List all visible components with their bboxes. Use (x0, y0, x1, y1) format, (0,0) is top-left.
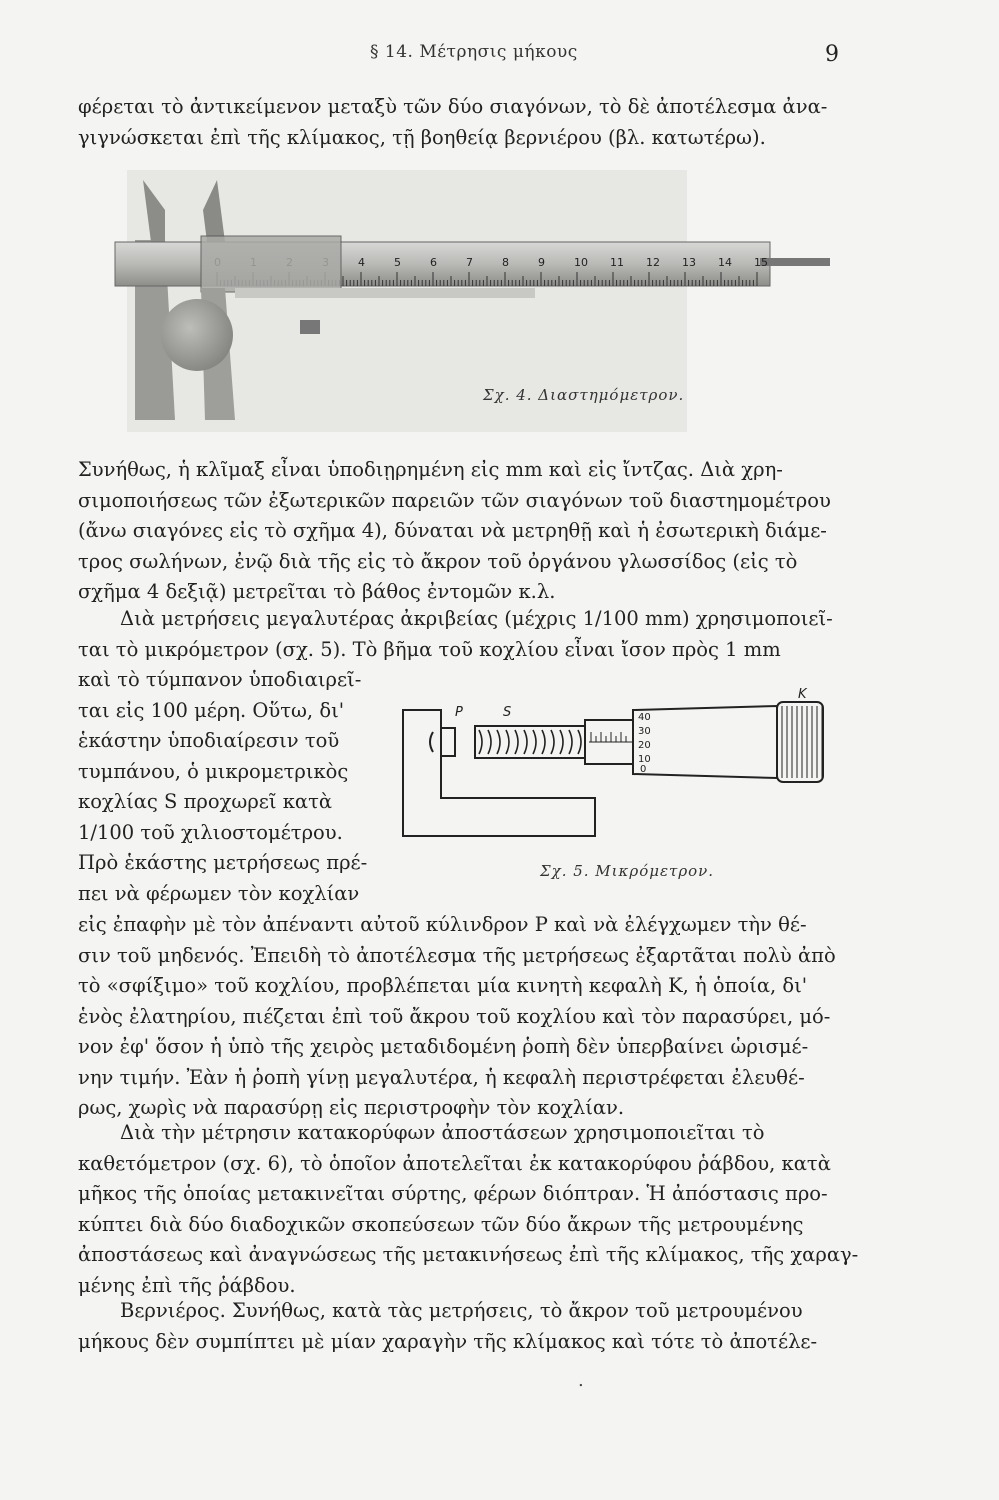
drum-scale-labels (638, 712, 651, 775)
paragraph-3-wrapped (78, 665, 368, 909)
scale-label: 9 (538, 256, 545, 269)
footer-mark: . (578, 1370, 584, 1391)
text-line: ἑνὸς ἐλατηρίου, πιέζεται ἐπὶ τοῦ ἄκρου τοῦ κοχλίου καὶ τὸν παρασύρει, μό- (78, 1004, 831, 1028)
anvil-p (441, 728, 455, 756)
screw-thread (569, 730, 572, 754)
text-line: κοχλίας S προχωρεῖ κατὰ (78, 790, 333, 813)
text-line: καθετόμετρον (σχ. 6), τὸ ὁποῖον ἀποτελεῖται ἐκ κατακορύφου ῥάβδου, κατὰ (78, 1151, 831, 1175)
text-line: νην τιμήν. Ἐὰν ἡ ῥοπὴ γίνῃ μεγαλυτέρα, ἡ κεφαλὴ περιστρέφεται ἐλευθέ- (78, 1065, 805, 1089)
paragraph-3-rest (78, 910, 850, 1124)
figure-5-micrometer (385, 688, 845, 888)
drum-mark: 10 (638, 754, 651, 765)
micrometer-illustration (385, 688, 845, 888)
scale-label: 11 (610, 256, 624, 269)
scale-label: 12 (646, 256, 660, 269)
screw-thread (479, 730, 482, 754)
drum-mark: 40 (638, 712, 651, 723)
screw-thread (551, 730, 554, 754)
drum-mark: 0 (640, 764, 647, 775)
screw-thread (560, 730, 563, 754)
micrometer-frame (403, 710, 595, 836)
screw-thread (524, 730, 527, 754)
thumb-screw (300, 320, 320, 334)
text-line: ἀποστάσεως καὶ ἀναγνώσεως τῆς μετακινήσεως ἐπὶ τῆς κλίμακος, τῆς χαραγ- (78, 1243, 859, 1266)
text-line: Διὰ τὴν μέτρησιν κατακορύφων ἀποστάσεων χρησιμοποιεῖται τὸ (120, 1121, 765, 1144)
text-line: τυμπάνου, ὁ μικρομετρικὸς (78, 759, 349, 783)
text-line: Πρὸ ἑκάστης μετρήσεως πρέ- (78, 851, 368, 874)
caliper-illustration (105, 170, 845, 440)
text-line: καὶ τὸ τύμπανον ὑποδιαιρεῖ- (78, 668, 362, 691)
scale-label: 8 (502, 256, 509, 269)
drum-mark: 30 (638, 726, 651, 737)
screw-thread (488, 730, 491, 754)
paragraph-4 (78, 1118, 859, 1301)
text-line: ται εἰς 100 μέρη. Οὕτω, δι' (78, 698, 345, 722)
text-line: μῆκος τῆς ὁποίας μετακινεῖται σύρτης, φέρων διόπτραν. Ἡ ἀπόστασις προ- (78, 1182, 828, 1205)
paragraph-3-intro (78, 604, 850, 665)
text-line: εἰς ἐπαφὴν μὲ τὸν ἀπέναντι αὐτοῦ κύλινδρον P καὶ νὰ ἐλέγχωμεν τὴν θέ- (78, 913, 807, 936)
text-line: σχῆμα 4 δεξιᾷ) μετρεῖται τὸ βάθος ἐντομῶν κ.λ. (78, 580, 556, 603)
paragraph-1 (78, 92, 850, 153)
text-line: μένης ἐπὶ τῆς ῥάβδου. (78, 1273, 296, 1297)
scale-label: 6 (430, 256, 437, 269)
ratchet-head-k (777, 702, 823, 782)
screw-thread (533, 730, 536, 754)
text-line: νον ἐφ' ὅσον ἡ ὑπὸ τῆς χειρὸς μεταδιδομένη ῥοπὴ δὲν ὑπερβαίνει ὡρισμέ- (78, 1035, 809, 1058)
text-line: (ἄνω σιαγόνες εἰς τὸ σχῆμα 4), δύναται νὰ μετρηθῇ καὶ ἡ ἐσωτερικὴ διάμε- (78, 519, 827, 542)
scale-label: 14 (718, 256, 732, 269)
screw-thread (578, 730, 581, 754)
label-k: K (798, 688, 807, 702)
page-number: 9 (825, 42, 839, 67)
paragraph-2 (78, 455, 850, 608)
scale-label: 13 (682, 256, 696, 269)
figure-4-caption: Σχ. 4. Διαστημόμετρον. (483, 386, 685, 404)
scale-label: 10 (574, 256, 588, 269)
text-line: κύπτει διὰ δύο διαδοχικῶν σκοπεύσεων τῶν δύο ἄκρων τῆς μετρουμένης (78, 1212, 804, 1236)
drum-mark: 20 (638, 740, 651, 751)
text-line: ται τὸ μικρόμετρον (σχ. 5). Τὸ βῆμα τοῦ κοχλίου εἶναι ἴσον πρὸς 1 mm (78, 637, 781, 661)
label-p: P (455, 705, 463, 720)
screw-thread (497, 730, 500, 754)
screw-thread (515, 730, 518, 754)
scale-label: 15 (754, 256, 768, 269)
text-line: σιν τοῦ μηδενός. Ἐπειδὴ τὸ ἀποτέλεσμα τῆς μετρήσεως ἐξαρτᾶται πολὺ ἀπὸ (78, 943, 836, 967)
micrometer-outline (403, 702, 823, 836)
text-line: ρως, χωρὶς νὰ παρασύρῃ εἰς περιστροφὴν τὸν κοχλίαν. (78, 1096, 625, 1119)
paragraph-5 (78, 1296, 850, 1357)
text-line: σιμοποιήσεως τῶν ἐξωτερικῶν παρειῶν τῶν σιαγόνων τοῦ διαστημομέτρου (78, 488, 831, 512)
text-line: ἑκάστην ὑποδιαίρεσιν τοῦ (78, 729, 340, 752)
text-line: Συνήθως, ἡ κλῖμαξ εἶναι ὑποδιῃρημένη εἰς mm καὶ εἰς ἴντζας. Διὰ χρη- (78, 458, 783, 481)
depth-rod (760, 258, 830, 266)
figure-4-caliper (105, 170, 845, 440)
text-line: τρος σωλήνων, ἐνῷ διὰ τῆς εἰς τὸ ἄκρον τοῦ ὀργάνου γλωσσίδος (εἰς τὸ (78, 549, 798, 573)
page-header (0, 42, 999, 72)
text-line: μήκους δὲν συμπίπτει μὲ μίαν χαραγὴν τῆς κλίμακος καὶ τότε τὸ ἀποτέλε- (78, 1329, 818, 1353)
text-line: γιγνώσκεται ἐπὶ τῆς κλίμακος, τῇ βοηθείᾳ βερνιέρου (βλ. κατωτέρω). (78, 125, 766, 149)
label-s: S (503, 705, 512, 720)
knurl-lines (782, 706, 822, 778)
running-title: § 14. Μέτρησις μήκους (370, 42, 578, 62)
text-line: 1/100 τοῦ χιλιοστομέτρου. (78, 820, 343, 844)
text-line: πει νὰ φέρωμεν τὸν κοχλίαν (78, 881, 360, 905)
figure-5-caption: Σχ. 5. Μικρόμετρον. (540, 862, 715, 880)
screw-thread (542, 730, 545, 754)
measured-disc (161, 299, 233, 371)
screw-s-threads (479, 730, 581, 754)
scale-label: 5 (394, 256, 401, 269)
text-line: Βερνιέρος. Συνήθως, κατὰ τὰς μετρήσεις, τὸ ἄκρον τοῦ μετρουμένου (120, 1299, 803, 1322)
scale-label: 4 (358, 256, 365, 269)
text-line: φέρεται τὸ ἀντικείμενον μεταξὺ τῶν δύο σιαγόνων, τὸ δὲ ἀποτέλεσμα ἀνα- (78, 95, 828, 118)
text-line: Διὰ μετρήσεις μεγαλυτέρας ἀκριβείας (μέχρις 1/100 mm) χρησιμοποιεῖ- (120, 607, 833, 630)
screw-thread (506, 730, 509, 754)
thimble (633, 706, 777, 778)
sleeve-scale-ticks (589, 732, 633, 742)
beam-lower-strip (235, 288, 535, 298)
text-line: τὸ «σφίξιμο» τοῦ κοχλίου, προβλέπεται μία κινητὴ κεφαλὴ K, ἡ ὁποία, δι' (78, 974, 808, 997)
vernier-slider (201, 236, 341, 292)
scale-label: 7 (466, 256, 473, 269)
